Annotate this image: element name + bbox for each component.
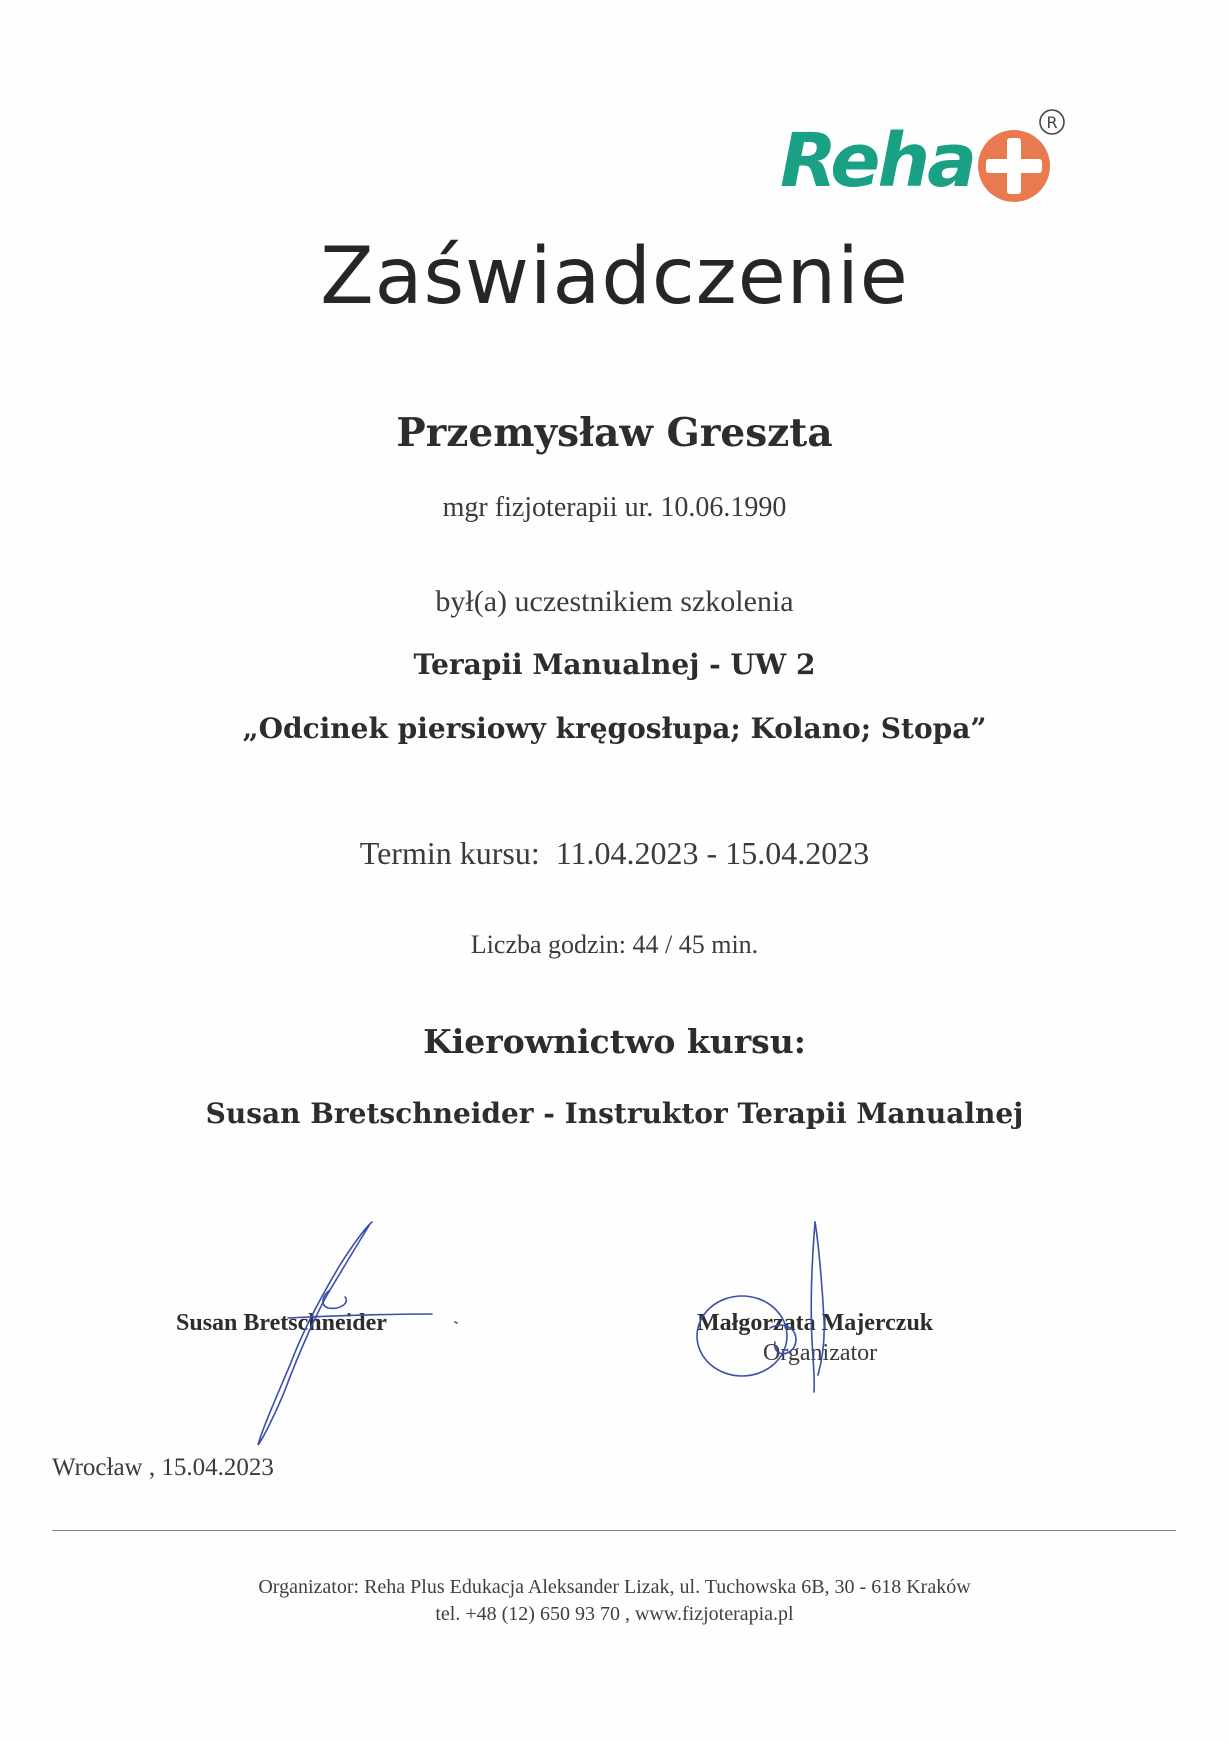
registered-trademark-icon [1040,110,1064,134]
course-subtitle: „Odcinek piersiowy kręgosłupa; Kolano; Stopa” [242,712,987,745]
logo-text: Reha [780,118,975,204]
reha-plus-logo [780,106,1075,206]
right-signatory-name: Małgorzata Majerczuk [697,1310,934,1336]
footer-contact: tel. +48 (12) 650 93 70 , www.fizjoterapia.pl [435,1603,794,1625]
footer-divider [52,1530,1176,1531]
recipient-degree: mgr fizjoterapii ur. 10.06.1990 [442,492,787,523]
left-signatory-name: Susan Bretschneider [176,1310,387,1336]
place-and-date: Wrocław , 15.04.2023 [52,1454,274,1481]
term-label: Termin kursu: [359,835,540,871]
certificate-title: Zaświadczenie [320,232,909,322]
plus-icon [978,130,1050,202]
participation-text: był(a) uczestnikiem szkolenia [435,585,794,618]
course-hours: Liczba godzin: 44 / 45 min. [470,930,759,959]
term-dates: 11.04.2023 - 15.04.2023 [555,835,870,871]
footer-organizer: Organizator: Reha Plus Edukacja Aleksander Lizak, ul. Tuchowska 6B, 30 - 618 Kraków [258,1576,971,1598]
course-term [0,835,1229,872]
course-name: Terapii Manualnej - UW 2 [413,648,816,681]
recipient-name: Przemysław Greszta [396,410,833,456]
right-signatory-role: Organizator [763,1340,878,1366]
course-lead-name: Susan Bretschneider - Instruktor Terapii Manualnej [205,1097,1024,1130]
course-lead-heading: Kierownictwo kursu: [423,1022,806,1061]
svg-text:R: R [1046,113,1058,132]
